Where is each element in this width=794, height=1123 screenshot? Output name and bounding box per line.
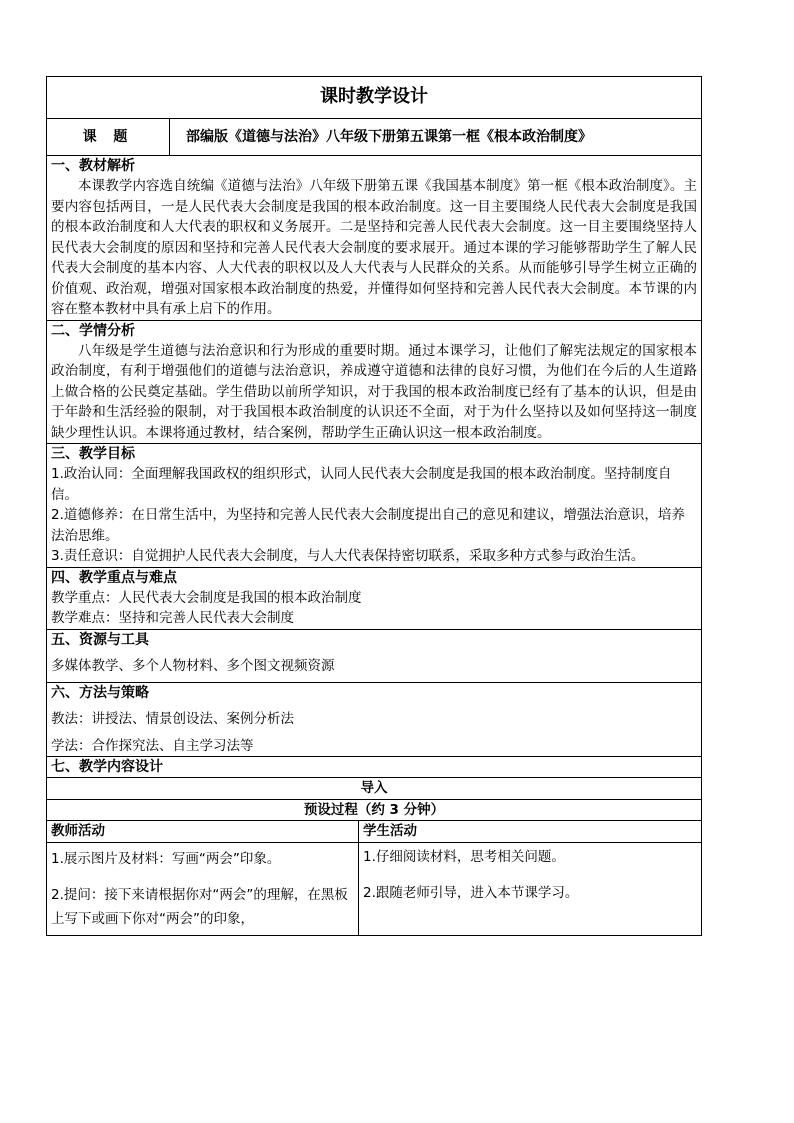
teacher-activity-header: 教师活动 — [47, 821, 359, 843]
section-heading: 七、教学内容设计 — [51, 759, 163, 775]
section-methods — [47, 683, 702, 757]
method-item: 学法：合作探究法、自主学习法等 — [51, 737, 254, 754]
student-activity-cell — [359, 842, 702, 935]
method-item: 教法：讲授法、情景创设法、案例分析法 — [51, 711, 294, 727]
section-heading: 一、教材解析 — [51, 158, 135, 174]
section-learner-analysis — [47, 320, 702, 444]
student-activity-header: 学生活动 — [359, 821, 702, 843]
objective-item: 3.责任意识：自觉拥护人民代表大会制度，与人大代表保持密切联系，采取多种方式参与政治生活。 — [51, 548, 645, 564]
page-title: 课时教学设计 — [47, 77, 702, 119]
objective-item: 1.政治认同：全面理解我国政权的组织形式，认同人民代表大会制度是我国的根本政治制度。坚持制度自信。 — [51, 466, 672, 503]
teacher-activity-cell — [47, 842, 359, 935]
student-activity-item: 2.跟随老师引导，进入本节课学习。 — [363, 884, 579, 901]
key-point-item: 教学重点：人民代表大会制度是我国的根本政治制度 — [51, 589, 362, 606]
lesson-plan-document — [46, 76, 701, 936]
section-heading: 四、教学重点与难点 — [51, 569, 177, 586]
section-content-design — [47, 757, 702, 778]
topic-label: 课 题 — [47, 119, 170, 156]
resources-text: 多媒体教学、多个人物材料、多个图文视频资源 — [51, 657, 335, 674]
teacher-activity-item: 2.提问：接下来请根据你对“两会”的理解，在黑板上写下或画下你对“两会”的印象， — [51, 886, 348, 927]
student-activity-item: 1.仔细阅读材料，思考相关问题。 — [363, 848, 565, 865]
lesson-stage: 导入 — [47, 778, 702, 800]
section-heading: 五、资源与工具 — [51, 631, 149, 648]
lesson-plan-table — [46, 76, 702, 936]
section-heading: 三、教学目标 — [51, 446, 135, 462]
section-heading: 二、学情分析 — [51, 322, 135, 339]
section-teaching-objectives — [47, 444, 702, 568]
teacher-activity-item: 1.展示图片及材料：写画“两会”印象。 — [51, 850, 281, 867]
section-textbook-analysis — [47, 156, 702, 321]
section-key-points — [47, 567, 702, 629]
topic-value: 部编版《道德与法治》八年级下册第五课第一框《根本政治制度》 — [170, 119, 702, 156]
section-resources — [47, 629, 702, 683]
objective-item: 2.道德修养：在日常生活中，为坚持和完善人民代表大会制度提出自己的意见和建议，增强法治意识，培养法治思维。 — [51, 507, 685, 544]
section-body: 本课教学内容选自统编《道德与法治》八年级下册第五课《我国基本制度》第一框《根本政治制度》。主要内容包括两目，一是人民代表大会制度是我国的根本政治制度。这一目主要围绕人民代表大会制度是我国的根本政治制度和人大代表的职权和义务展开。二是坚持和完善人民代表大会制度。这一目主要围绕坚持人民代表大会制度的原因和坚持和完善人民代表大会制度的要求展开。通过本课的学习能够帮助学生了解人民代表大会制度的基本内容、人大代表的职权以及人大代表与人民群众的关系。从而能够引导学生树立正确的价值观、政治观，增强对国家根本政治制度的热爱，并懂得如何坚持和完善人民代表大会制度。本节课的内容在整本教材中具有承上启下的作用。 — [51, 178, 697, 317]
key-point-item: 教学难点：坚持和完善人民代表大会制度 — [51, 610, 294, 626]
lesson-process: 预设过程（约 3 分钟） — [47, 799, 702, 821]
section-heading: 六、方法与策略 — [51, 685, 149, 701]
section-body: 八年级是学生道德与法治意识和行为形成的重要时期。通过本课学习，让他们了解宪法规定的国家根本政治制度，有利于增强他们的道德与法治意识，养成遵守道德和法律的良好习惯，为他们在今后的人生道路上做合格的公民奠定基础。学生借助以前所学知识，对于我国的根本政治制度已经有了基本的认识，但是由于年龄和生活经验的限制，对于我国根本政治制度的认识还不全面，对于为什么坚持以及如何坚持这一制度缺少理性认识。本课将通过教材，结合案例，帮助学生正确认识这一根本政治制度。 — [51, 342, 697, 441]
